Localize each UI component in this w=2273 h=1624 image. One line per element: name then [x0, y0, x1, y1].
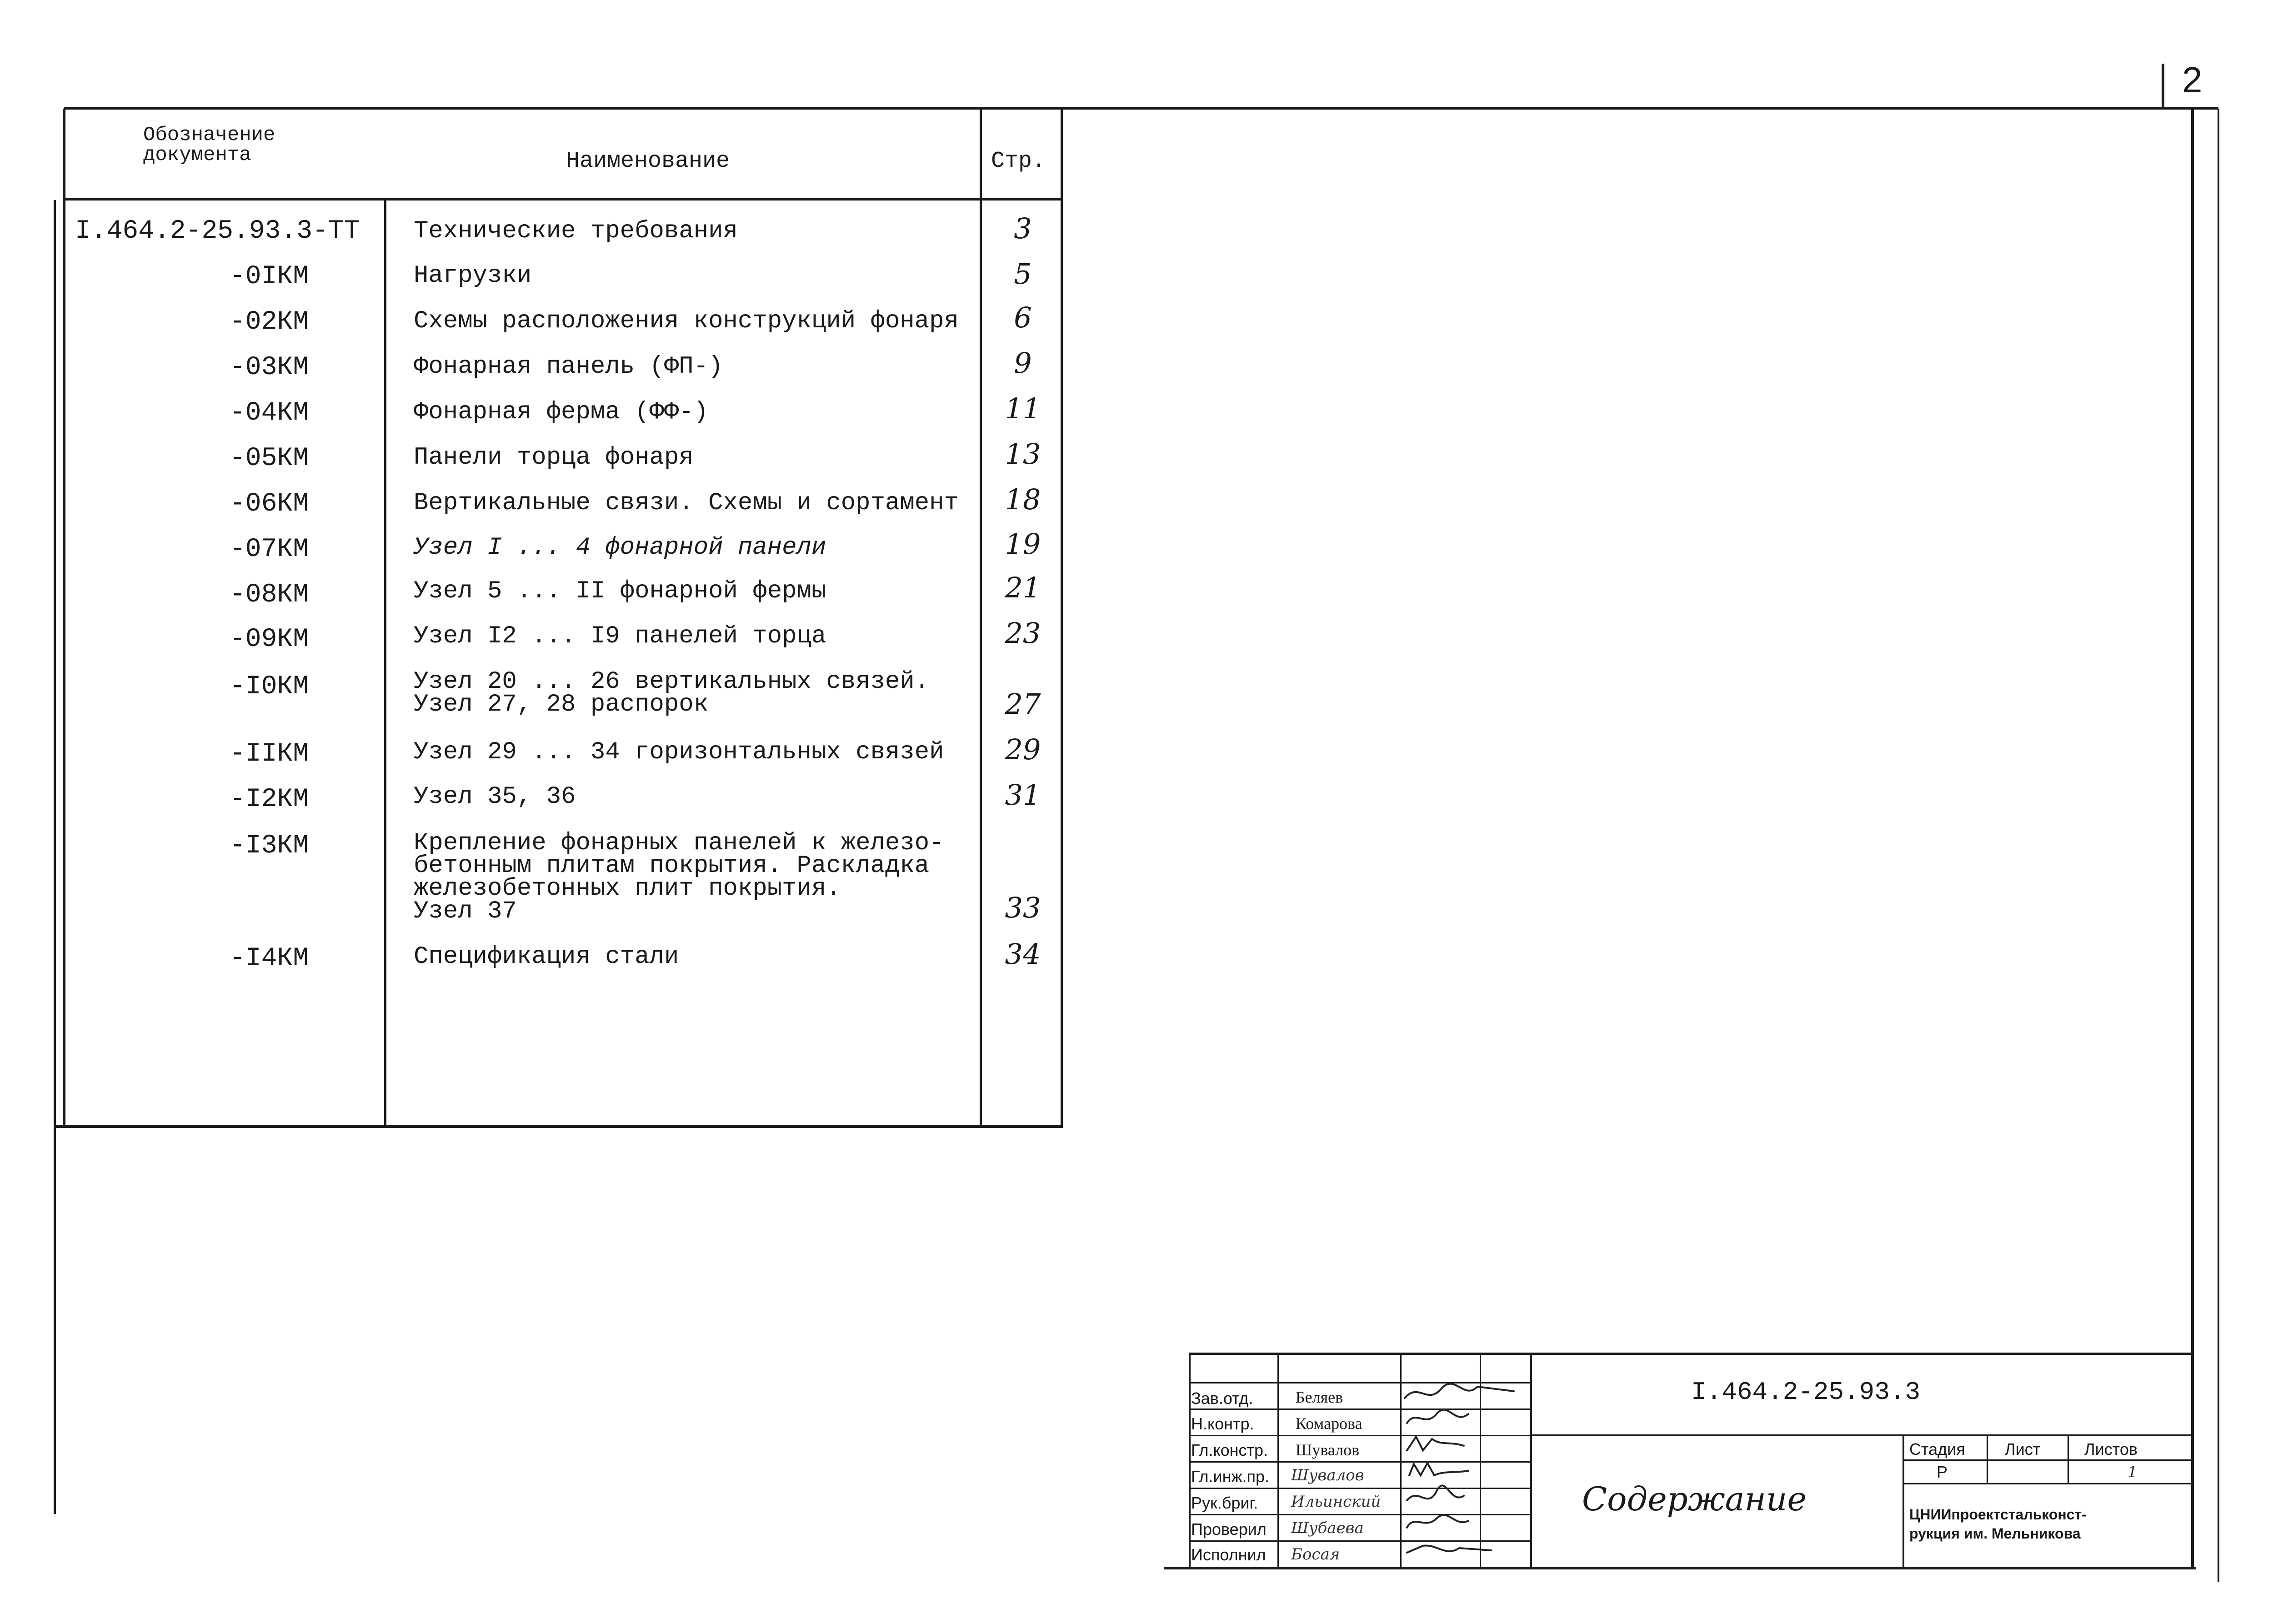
- stamp-org-col-rule: [1903, 1434, 1904, 1569]
- stamp-top-rule: [1189, 1353, 2193, 1355]
- header-name: Наименование: [566, 148, 730, 174]
- stamp-person-name: Босая: [1291, 1545, 1340, 1564]
- stamp-left-rule: [1189, 1353, 1191, 1569]
- stamp-role: Зав.отд.: [1191, 1389, 1253, 1408]
- row-page: 34: [1005, 937, 1041, 971]
- row-name: Крепление фонарных панелей к железо- бетонным плитам покрытия. Раскладка железобетонных плит покрытия. Узел 37: [414, 829, 944, 925]
- table-left-border: [63, 109, 65, 1128]
- stamp-stage-value: Р: [1937, 1463, 1948, 1481]
- frame-right-line: [2191, 107, 2194, 1569]
- row-page: 5: [1014, 257, 1032, 291]
- frame-bottom-line: [1164, 1567, 2196, 1569]
- stamp-col-rule: [1277, 1353, 1279, 1569]
- table-col-rule-2: [980, 109, 982, 1128]
- sheet-number-divider: [2162, 64, 2164, 107]
- row-page: 21: [1005, 571, 1041, 604]
- table-header-rule: [63, 198, 1063, 200]
- stamp-role: Н.контр.: [1191, 1414, 1254, 1433]
- table-bottom-rule: [55, 1125, 1063, 1128]
- stamp-person-name: Шувалов: [1296, 1441, 1360, 1459]
- row-name: Технические требования: [414, 217, 738, 245]
- stamp-stage-row-rule: [1903, 1483, 2193, 1484]
- row-name: Узел 29 ... 34 горизонтальных связей: [414, 738, 944, 766]
- row-name: Узел 5 ... II фонарной фермы: [414, 577, 826, 605]
- stamp-organization: [1909, 1505, 2087, 1543]
- stamp-organization-line1: ЦНИИпроектстальконст-: [1909, 1506, 2087, 1523]
- row-code: -I4КМ: [230, 944, 309, 973]
- header-designation: [143, 125, 275, 165]
- frame-right-line-outer: [2218, 109, 2219, 1582]
- row-code: -09КМ: [230, 625, 309, 654]
- table-col-rule-1: [384, 198, 386, 1128]
- sheet-number: 2: [2182, 60, 2203, 100]
- stamp-role: Гл.констр.: [1191, 1441, 1268, 1459]
- row-name: Фонарная панель (ФП-): [414, 353, 723, 381]
- header-designation-line2: документа: [143, 144, 251, 166]
- row-name: Нагрузки: [414, 262, 532, 290]
- row-code: -I0КМ: [230, 672, 309, 702]
- stamp-person-name: Шувалов: [1291, 1466, 1364, 1484]
- stamp-person-name: Шубаева: [1291, 1519, 1364, 1537]
- stamp-stage-col-rule: [1987, 1434, 1988, 1484]
- row-page: 3: [1014, 212, 1032, 245]
- row-code: -I3КМ: [230, 831, 309, 861]
- stamp-organization-line2: рукция им. Мельникова: [1909, 1525, 2081, 1542]
- row-page: 6: [1014, 301, 1032, 334]
- stamp-role: Гл.инж.пр.: [1191, 1467, 1270, 1486]
- row-name: Схемы расположения конструкций фонаря: [414, 307, 959, 335]
- row-page: 11: [1005, 392, 1041, 425]
- stamp-document-title: Содержание: [1582, 1480, 1807, 1518]
- stamp-stage-label: Стадия: [1909, 1440, 1965, 1459]
- row-page: 29: [1005, 733, 1041, 766]
- stamp-person-name: Комарова: [1296, 1414, 1362, 1433]
- row-name: Вертикальные связи. Схемы и сортамент: [414, 489, 959, 517]
- row-code: -04КМ: [230, 398, 309, 428]
- signatures-image: [1400, 1378, 1532, 1569]
- row-code: I.464.2-25.93.3-TT: [75, 216, 360, 246]
- stamp-person-name: Ильинский: [1291, 1493, 1381, 1511]
- stamp-role: Исполнил: [1191, 1545, 1266, 1564]
- row-name: Узел I2 ... I9 панелей торца: [414, 622, 826, 650]
- row-name: Узел 20 ... 26 вертикальных связей. Узел 27, 28 распорок: [414, 668, 930, 718]
- row-page: 19: [1005, 527, 1041, 561]
- header-page: Стр.: [991, 148, 1046, 174]
- row-code: -0IКМ: [230, 262, 309, 291]
- stamp-document-code: I.464.2-25.93.3: [1691, 1378, 1921, 1407]
- row-name: Узел 35, 36: [414, 783, 576, 811]
- stamp-sheets-value: 1: [2128, 1463, 2138, 1481]
- stamp-stage-col-rule: [2068, 1434, 2069, 1484]
- row-code: -05КМ: [230, 444, 309, 473]
- table-right-border: [1061, 109, 1063, 1128]
- row-name: Спецификация стали: [414, 943, 679, 971]
- row-page: 13: [1005, 437, 1041, 471]
- stamp-stage-row-rule: [1903, 1459, 2193, 1461]
- stamp-sheets-label: Листов: [2084, 1440, 2138, 1459]
- row-page: 18: [1005, 483, 1041, 516]
- frame-left-line: [54, 200, 56, 1514]
- row-code: -IIКМ: [230, 739, 309, 769]
- row-code: -07КМ: [230, 535, 309, 564]
- stamp-role: Проверил: [1191, 1520, 1267, 1539]
- row-code: -03КМ: [230, 353, 309, 382]
- row-name: Узел I ... 4 фонарной панели: [414, 534, 826, 561]
- stamp-role: Рук.бриг.: [1191, 1494, 1258, 1512]
- stamp-sheet-label: Лист: [2005, 1440, 2041, 1459]
- row-code: -06КМ: [230, 489, 309, 519]
- row-page: 23: [1005, 617, 1041, 650]
- row-code: -02КМ: [230, 307, 309, 337]
- row-name: Панели торца фонаря: [414, 444, 694, 471]
- frame-top-line: [64, 107, 2218, 110]
- row-code: -I2КМ: [230, 785, 309, 814]
- stamp-title-rule: [1530, 1434, 2193, 1436]
- stamp-person-name: Беляев: [1296, 1388, 1343, 1406]
- row-page: 33: [1005, 891, 1041, 924]
- row-page: 27: [1005, 687, 1041, 721]
- row-page: 9: [1014, 346, 1032, 380]
- row-name: Фонарная ферма (ФФ-): [414, 398, 709, 426]
- row-code: -08КМ: [230, 580, 309, 610]
- header-designation-line1: Обозначение: [143, 124, 275, 146]
- row-page: 31: [1005, 778, 1041, 812]
